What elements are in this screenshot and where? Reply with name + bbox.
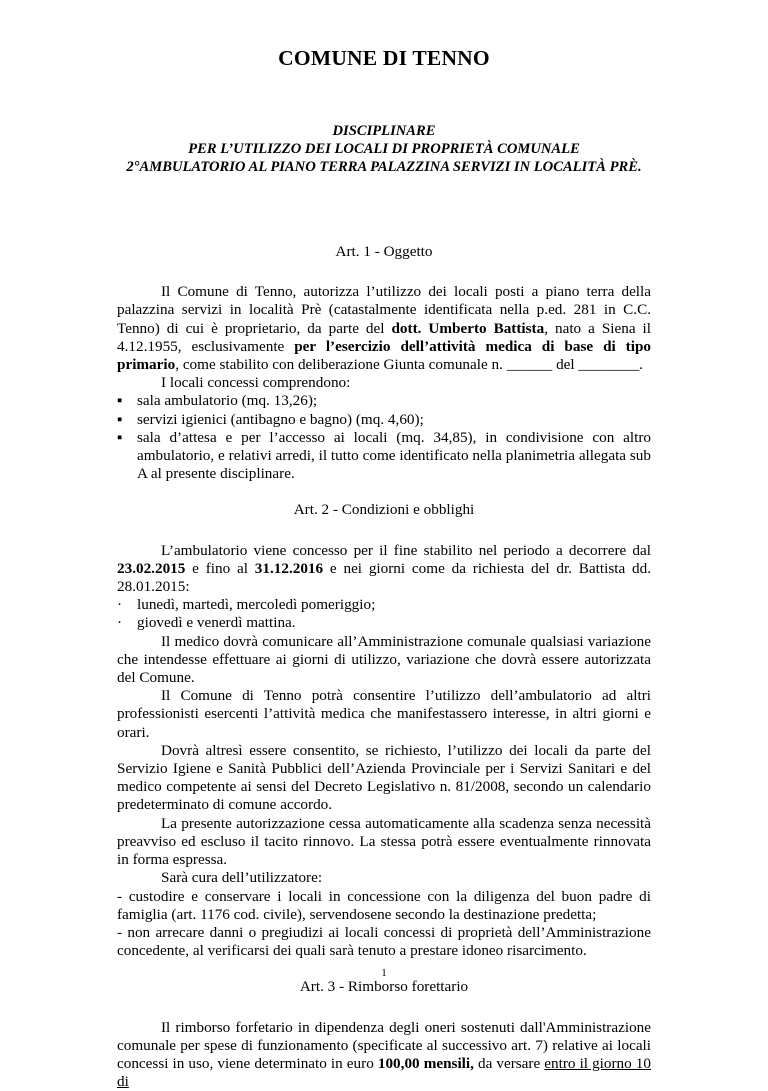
art2-paragraph-1: L’ambulatorio viene concesso per il fine stabilito nel periodo a decorrere dal 23.02.2015 e fino al 31.12.2016 e nei giorni come da richiesta del dr. Battista dd. 28.01.2015: bbox=[117, 541, 652, 596]
art2-heading: Art. 2 - Condizioni e obblighi bbox=[293, 501, 475, 519]
art3-paragraph-1: Il rimborso forfetario in dipendenza degli oneri sostenuti dall'Amministrazione comunale per spese di funzionamento (specificate al successivo art. 7) relative ai locali concessi in uso, viene determinato in euro 100,00 mensili, da versare entro il giorno 10 di bbox=[117, 1018, 651, 1091]
list-item: ▪ sala ambulatorio (mq. 13,26); bbox=[117, 392, 318, 410]
art2-paragraph-2: Il medico dovrà comunicare all’Amministrazione comunale qualsiasi variazione che intendesse effettuare ai giorni di utilizzo, variazione che dovrà essere autorizzata del Comune. bbox=[117, 632, 651, 687]
activity-purpose: per l’esercizio dell’attività medica di base di tipo primario bbox=[117, 337, 651, 374]
document-body bbox=[117, 243, 651, 1091]
art2-duty-2: - non arrecare danni o pregiudizi ai locali concessi di proprietà dell’Amministrazione concedente, al verificarsi dei quali sarà tenuto a prestare idoneo risarcimento. bbox=[117, 923, 651, 960]
end-date: 31.12.2016 bbox=[254, 559, 324, 577]
list-item: ▪ sala d’attesa e per l’accesso ai locali (mq. 34,85), in condivisione con altro ambulatorio, e relativi arredi, il tutto come identificato nella planimetria allegata sub A al presente disciplinare. bbox=[117, 428, 651, 483]
dot-bullet-icon: · bbox=[117, 614, 123, 632]
art2-paragraph-4: Dovrà altresì essere consentito, se richiesto, l’utilizzo dei locali da parte del Servizio Igiene e Sanità Pubblici dell’Azienda Provinciale per i Servizi Sanitari e del medico competente ai sensi del Decreto Legislativo n. 81/2008, secondo un calendario predeterminato di comune accordo. bbox=[117, 741, 651, 814]
document-subtitle bbox=[40, 122, 728, 176]
bullet-icon: ▪ bbox=[117, 392, 123, 410]
page-title: COMUNE DI TENNO bbox=[278, 46, 490, 70]
list-item: · lunedì, martedì, mercoledì pomeriggio; bbox=[117, 596, 376, 614]
art2-paragraph-3: Il Comune di Tenno potrà consentire l’utilizzo dell’ambulatorio ad altri professionisti esercenti l’attività medica che manifestassero interesse, in altri giorni e orari. bbox=[117, 687, 651, 741]
monthly-amount: 100,00 mensili, bbox=[377, 1054, 474, 1072]
art1-paragraph-1: Il Comune di Tenno, autorizza l’utilizzo dei locali posti a piano terra della palazzina servizi in località Prè (catastalmente identificata nella p.ed. 281 in C.C. Tenno) di cui è proprietario, da parte del dott. Umberto Battista, nato a Siena il 4.12.1955, esclusivamente per l’esercizio dell’attività medica di base di tipo primario, come stabilito con deliberazione Giunta comunale n. ______ del ________. bbox=[117, 283, 651, 374]
subtitle-line-2: PER L’UTILIZZO DEI LOCALI DI PROPRIETÀ COMUNALE bbox=[188, 141, 580, 157]
doctor-name: dott. Umberto Battista bbox=[391, 319, 545, 337]
start-date: 23.02.2015 bbox=[117, 559, 186, 577]
art3-heading: Art. 3 - Rimborso forettario bbox=[299, 978, 469, 996]
rooms-list bbox=[117, 392, 651, 483]
art2-paragraph-5: La presente autorizzazione cessa automaticamente alla scadenza senza necessità preavviso ed escluso il tacito rinnovo. La stessa potrà essere eventualmente rinnovata in forma espressa. bbox=[117, 814, 651, 869]
subtitle-line-3: 2°AMBULATORIO AL PIANO TERRA PALAZZINA SERVIZI IN LOCALITÀ PRÈ. bbox=[126, 159, 642, 175]
dot-bullet-icon: · bbox=[117, 596, 123, 614]
art1-paragraph-2: I locali concessi comprendono: bbox=[161, 374, 351, 392]
bullet-icon: ▪ bbox=[117, 410, 123, 428]
art1-heading: Art. 1 - Oggetto bbox=[335, 243, 433, 260]
subtitle-line-1: DISCIPLINARE bbox=[332, 123, 436, 139]
bullet-icon: ▪ bbox=[117, 428, 123, 446]
list-item: · giovedì e venerdì mattina. bbox=[117, 614, 296, 632]
payment-deadline: entro il giorno 10 di bbox=[117, 1054, 651, 1091]
list-item: ▪ servizi igienici (antibagno e bagno) (mq. 4,60); bbox=[117, 410, 424, 428]
art2-duty-1: - custodire e conservare i locali in concessione con la diligenza del buon padre di famiglia (art. 1176 cod. civile), servendosene secondo la destinazione predetta; bbox=[117, 887, 651, 923]
days-list bbox=[117, 596, 651, 632]
page-number: 1 bbox=[381, 967, 387, 979]
art2-paragraph-6: Sarà cura dell’utilizzatore: bbox=[161, 869, 323, 887]
